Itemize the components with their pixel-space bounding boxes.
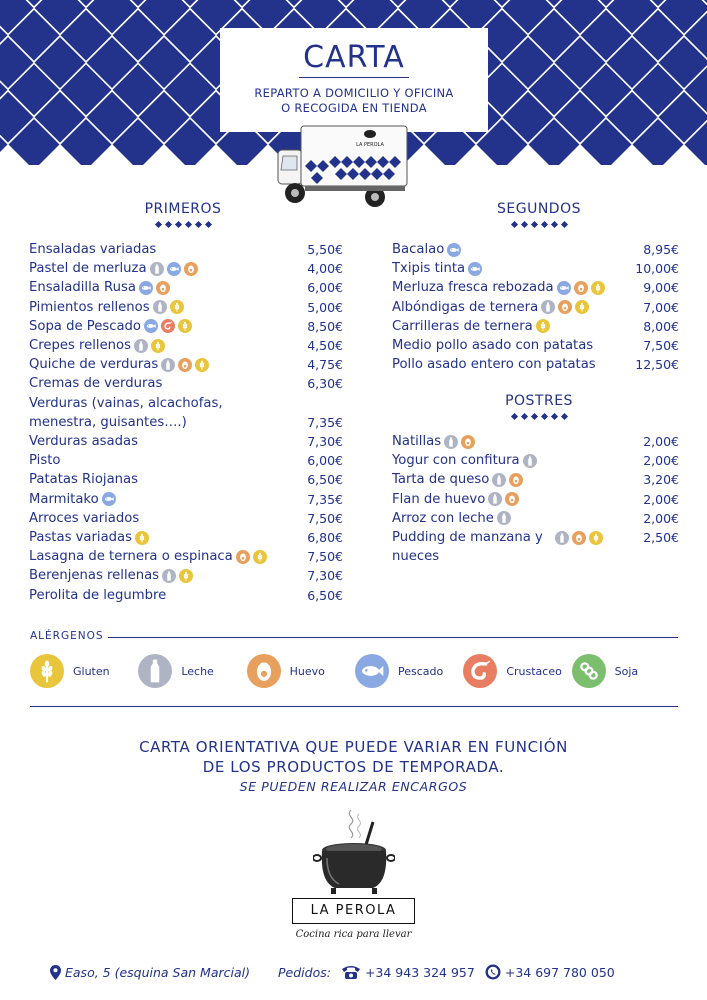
- note-line-3: SE PUEDEN REALIZAR ENCARGOS: [239, 779, 468, 794]
- allergens-title: ALÉRGENOS: [30, 630, 104, 642]
- menu-item-name: Pimientos rellenos: [29, 299, 150, 315]
- milk-bottle-icon: [444, 435, 458, 449]
- menu-item-price: 6,00€: [307, 280, 343, 296]
- wheat-icon: [179, 569, 193, 583]
- menu-item-left: [29, 451, 60, 470]
- menu-item-name: Crepes rellenos: [29, 338, 131, 354]
- wheat-icon: [151, 339, 165, 353]
- shrimp-icon: [463, 654, 497, 688]
- delivery-van-image: [275, 120, 410, 212]
- allergens-legend: [30, 654, 680, 688]
- egg-icon: [558, 300, 572, 314]
- menu-item-left: [29, 374, 162, 393]
- subtitle-line-2: O RECOGIDA EN TIENDA: [281, 101, 427, 115]
- primeros-heading-text: PRIMEROS: [144, 201, 222, 217]
- menu-item-name: Ensaladas variadas: [29, 242, 157, 257]
- fish-icon: [557, 281, 571, 295]
- menu-item-left: [29, 586, 166, 605]
- menu-item-left: [29, 336, 165, 355]
- menu-item-left: [392, 432, 475, 451]
- milk-bottle-icon: [150, 262, 164, 276]
- menu-item-left: [29, 528, 149, 547]
- menu-item-name: Medio pollo asado con patatas: [392, 338, 594, 354]
- primeros-heading: [128, 201, 238, 227]
- menu-item-left: [392, 298, 589, 317]
- menu-item-price: 7,50€: [307, 549, 343, 565]
- menu-item-left: [392, 259, 482, 278]
- menu-item-price: 9,00€: [643, 280, 679, 296]
- menu-item-left: [392, 470, 523, 489]
- menu-item-name: Arroces variados: [29, 510, 140, 526]
- milk-bottle-icon: [488, 492, 502, 506]
- allergen-legend-item: [138, 654, 246, 688]
- segundos-heading: [484, 201, 594, 227]
- footer: [50, 964, 670, 980]
- menu-item-price: 6,80€: [307, 530, 343, 546]
- menu-item-left: [29, 394, 244, 432]
- egg-icon: [236, 550, 250, 564]
- menu-item: [29, 528, 343, 547]
- menu-item-name: Lasagna de ternera o espinaca: [29, 549, 233, 565]
- menu-item-left: [29, 278, 170, 297]
- menu-item-price: 6,30€: [307, 376, 343, 392]
- menu-item-left: [29, 355, 209, 374]
- allergen-label: Soja: [614, 664, 639, 678]
- menu-item-name: Merluza fresca rebozada: [392, 280, 554, 296]
- menu-item-price: 6,00€: [307, 453, 343, 469]
- menu-item-price: 4,50€: [307, 338, 343, 354]
- menu-item-name: Arroz con leche: [392, 510, 494, 526]
- menu-item-name: Natillas: [392, 434, 442, 449]
- menu-item-price: 2,00€: [643, 434, 679, 449]
- menu-item: [392, 298, 679, 317]
- egg-icon: [247, 654, 281, 688]
- allergen-legend-item: [247, 654, 355, 688]
- menu-item-left: [29, 547, 267, 566]
- menu-item-price: 7,35€: [307, 414, 343, 430]
- subtitle-line-1: REPARTO A DOMICILIO Y OFICINA: [254, 86, 454, 100]
- milk-bottle-icon: [523, 454, 537, 468]
- menu-item-name: Txipis tinta: [392, 261, 466, 277]
- menu-item-name: Pisto: [29, 453, 61, 469]
- menu-item: [29, 566, 343, 585]
- section-divider: [30, 706, 678, 707]
- menu-item: [29, 336, 343, 355]
- menu-item-left: [392, 240, 461, 259]
- allergen-label: Huevo: [289, 664, 325, 678]
- menu-item: [392, 528, 679, 566]
- allergen-legend-item: [463, 654, 571, 688]
- wheat-icon: [591, 281, 605, 295]
- egg-icon: [461, 435, 475, 449]
- menu-item: [29, 374, 343, 393]
- title-box: [220, 28, 488, 132]
- segundos-heading-text: SEGUNDOS: [497, 201, 581, 217]
- heading-ornament: [128, 222, 238, 227]
- allergen-legend-item: [30, 654, 138, 688]
- milk-bottle-icon: [497, 511, 511, 525]
- wheat-icon: [536, 319, 550, 333]
- menu-item: [392, 470, 679, 489]
- menu-item-left: [29, 259, 198, 278]
- menu-item: [392, 451, 679, 470]
- wheat-icon: [170, 300, 184, 314]
- location-pin-icon: [50, 965, 61, 980]
- milk-bottle-icon: [555, 531, 569, 545]
- milk-bottle-icon: [492, 473, 506, 487]
- menu-item-left: [392, 355, 596, 374]
- menu-item-price: 3,20€: [643, 472, 679, 488]
- milk-bottle-icon: [138, 654, 172, 688]
- disclaimer-note: [0, 737, 707, 794]
- telephone-icon: [341, 964, 361, 980]
- egg-icon: [572, 531, 586, 545]
- wheat-icon: [30, 654, 64, 688]
- fish-icon: [102, 492, 116, 506]
- menu-item-price: 7,35€: [307, 491, 343, 507]
- allergen-label: Gluten: [73, 664, 110, 678]
- menu-item-left: [29, 432, 138, 451]
- menu-item-left: [29, 240, 156, 259]
- egg-icon: [156, 281, 170, 295]
- milk-bottle-icon: [153, 300, 167, 314]
- soy-icon: [572, 654, 606, 688]
- menu-item-left: [29, 470, 138, 489]
- menu-item-left: [29, 298, 184, 317]
- menu-item-name: Marmitako: [29, 491, 99, 507]
- menu-item-price: 7,30€: [307, 434, 343, 450]
- segundos-list: [392, 240, 679, 374]
- fish-icon: [355, 654, 389, 688]
- title-rule: [299, 77, 409, 78]
- menu-item-price: 8,50€: [307, 318, 343, 334]
- note-line-1: CARTA ORIENTATIVA QUE PUEDE VARIAR EN FUNCIÓN: [139, 738, 568, 756]
- menu-item: [29, 355, 343, 374]
- menu-item: [392, 336, 679, 355]
- menu-item-left: [392, 278, 605, 297]
- menu-item-name: Carrilleras de ternera: [392, 318, 533, 334]
- postres-list: [392, 432, 679, 566]
- menu-item-price: 8,95€: [643, 242, 679, 257]
- menu-item-left: [392, 490, 519, 509]
- menu-item-price: 7,50€: [307, 510, 343, 526]
- menu-item-left: [392, 451, 537, 470]
- shrimp-icon: [161, 319, 175, 333]
- menu-item: [29, 298, 343, 317]
- whatsapp-number[interactable]: +34 697 780 050: [504, 964, 615, 980]
- wheat-icon: [253, 550, 267, 564]
- menu-item: [29, 490, 343, 509]
- orders-label: Pedidos:: [278, 964, 331, 980]
- menu-item-name: Verduras (vainas, alcachofas, menestra, guisantes….): [29, 395, 223, 430]
- wheat-icon: [178, 319, 192, 333]
- menu-item: [392, 490, 679, 509]
- menu-item-price: 7,50€: [643, 338, 679, 354]
- wheat-icon: [575, 300, 589, 314]
- menu-item: [29, 586, 343, 605]
- phone-number[interactable]: +34 943 324 957: [364, 964, 475, 980]
- menu-item-left: [29, 509, 139, 528]
- menu-item-left: [29, 566, 193, 585]
- allergen-legend-item: [572, 654, 680, 688]
- allergen-label: Pescado: [397, 664, 444, 678]
- brand-tagline: Cocina rica para llevar: [295, 929, 412, 940]
- allergen-label: Leche: [181, 664, 214, 678]
- menu-item-name: Ensaladilla Rusa: [29, 280, 136, 296]
- menu-item-price: 6,50€: [307, 472, 343, 488]
- van-label: LA PEROLA: [356, 142, 384, 148]
- menu-item: [29, 240, 343, 259]
- menu-item-price: 5,50€: [307, 242, 343, 257]
- menu-item-name: Verduras asadas: [29, 434, 138, 450]
- menu-item-name: Albóndigas de ternera: [392, 299, 539, 315]
- menu-item: [29, 509, 343, 528]
- menu-item: [392, 432, 679, 451]
- menu-item-name: Quiche de verduras: [29, 357, 159, 373]
- menu-item-price: 2,50€: [643, 530, 679, 546]
- menu-item: [29, 470, 343, 489]
- menu-item-name: Pastas variadas: [29, 530, 133, 546]
- menu-item-name: Patatas Riojanas: [29, 472, 138, 488]
- menu-item-price: 7,00€: [643, 299, 679, 315]
- menu-item: [392, 509, 679, 528]
- menu-item: [392, 355, 679, 374]
- menu-item-left: [29, 317, 192, 336]
- menu-item-name: Cremas de verduras: [29, 376, 163, 392]
- menu-item-price: 10,00€: [635, 261, 679, 277]
- whatsapp-icon: [485, 964, 501, 980]
- menu-item: [392, 317, 679, 336]
- menu-item-name: Yogur con confitura: [392, 453, 520, 469]
- wheat-icon: [589, 531, 603, 545]
- menu-item-price: 2,00€: [643, 453, 679, 469]
- menu-item: [392, 278, 679, 297]
- menu-item-price: 6,50€: [307, 587, 343, 603]
- menu-item-left: [392, 528, 603, 566]
- allergen-label: Crustaceo: [506, 664, 562, 678]
- fish-icon: [167, 262, 181, 276]
- egg-icon: [184, 262, 198, 276]
- menu-item-left: [29, 490, 116, 509]
- menu-item-name: Sopa de Pescado: [29, 318, 141, 334]
- address-text: Easo, 5 (esquina San Marcial): [65, 964, 250, 980]
- menu-item-price: 8,00€: [643, 318, 679, 334]
- menu-item-left: [392, 509, 511, 528]
- heading-ornament: [484, 414, 594, 419]
- menu-item-name: Pollo asado entero con patatas: [392, 357, 596, 373]
- menu-item-name: Flan de huevo: [392, 491, 486, 507]
- egg-icon: [178, 358, 192, 372]
- menu-item-name: Tarta de queso: [392, 472, 490, 488]
- menu-item-price: 7,30€: [307, 568, 343, 584]
- page-title: CARTA: [303, 40, 405, 75]
- menu-item: [29, 451, 343, 470]
- allergens-divider: [108, 637, 678, 638]
- primeros-list: [29, 240, 343, 605]
- menu-item-name: Bacalao: [392, 242, 445, 257]
- fish-icon: [139, 281, 153, 295]
- fish-icon: [468, 262, 482, 276]
- menu-item: [29, 432, 343, 451]
- menu-item: [29, 317, 343, 336]
- milk-bottle-icon: [134, 339, 148, 353]
- postres-heading-text: POSTRES: [505, 393, 573, 409]
- menu-item-price: 4,00€: [307, 261, 343, 277]
- fish-icon: [144, 319, 158, 333]
- heading-ornament: [484, 222, 594, 227]
- milk-bottle-icon: [541, 300, 555, 314]
- menu-item: [29, 278, 343, 297]
- menu-item-name: Pastel de merluza: [29, 261, 147, 277]
- note-line-2: DE LOS PRODUCTOS DE TEMPORADA.: [202, 758, 505, 776]
- wheat-icon: [195, 358, 209, 372]
- menu-item-name: Perolita de legumbre: [29, 587, 167, 603]
- egg-icon: [574, 281, 588, 295]
- egg-icon: [509, 473, 523, 487]
- brand-name: LA PEROLA: [292, 898, 415, 924]
- menu-item-price: 2,00€: [643, 510, 679, 526]
- milk-bottle-icon: [161, 358, 175, 372]
- menu-item-name: Berenjenas rellenas: [29, 568, 160, 584]
- egg-icon: [505, 492, 519, 506]
- cooking-pot-logo-icon: [313, 808, 395, 896]
- allergen-legend-item: [355, 654, 463, 688]
- menu-item-price: 12,50€: [635, 357, 679, 373]
- menu-item-name: Pudding de manzana y nueces: [392, 530, 543, 565]
- menu-item-price: 4,75€: [307, 357, 343, 373]
- menu-item-price: 5,00€: [307, 299, 343, 315]
- menu-item-left: [392, 336, 593, 355]
- menu-item: [392, 259, 679, 278]
- menu-item-price: 2,00€: [643, 491, 679, 507]
- menu-item: [29, 259, 343, 278]
- menu-item: [392, 240, 679, 259]
- milk-bottle-icon: [162, 569, 176, 583]
- menu-item-left: [392, 317, 550, 336]
- fish-icon: [447, 243, 461, 257]
- wheat-icon: [135, 531, 149, 545]
- postres-heading: [484, 393, 594, 419]
- menu-item: [29, 547, 343, 566]
- menu-item: [29, 394, 343, 432]
